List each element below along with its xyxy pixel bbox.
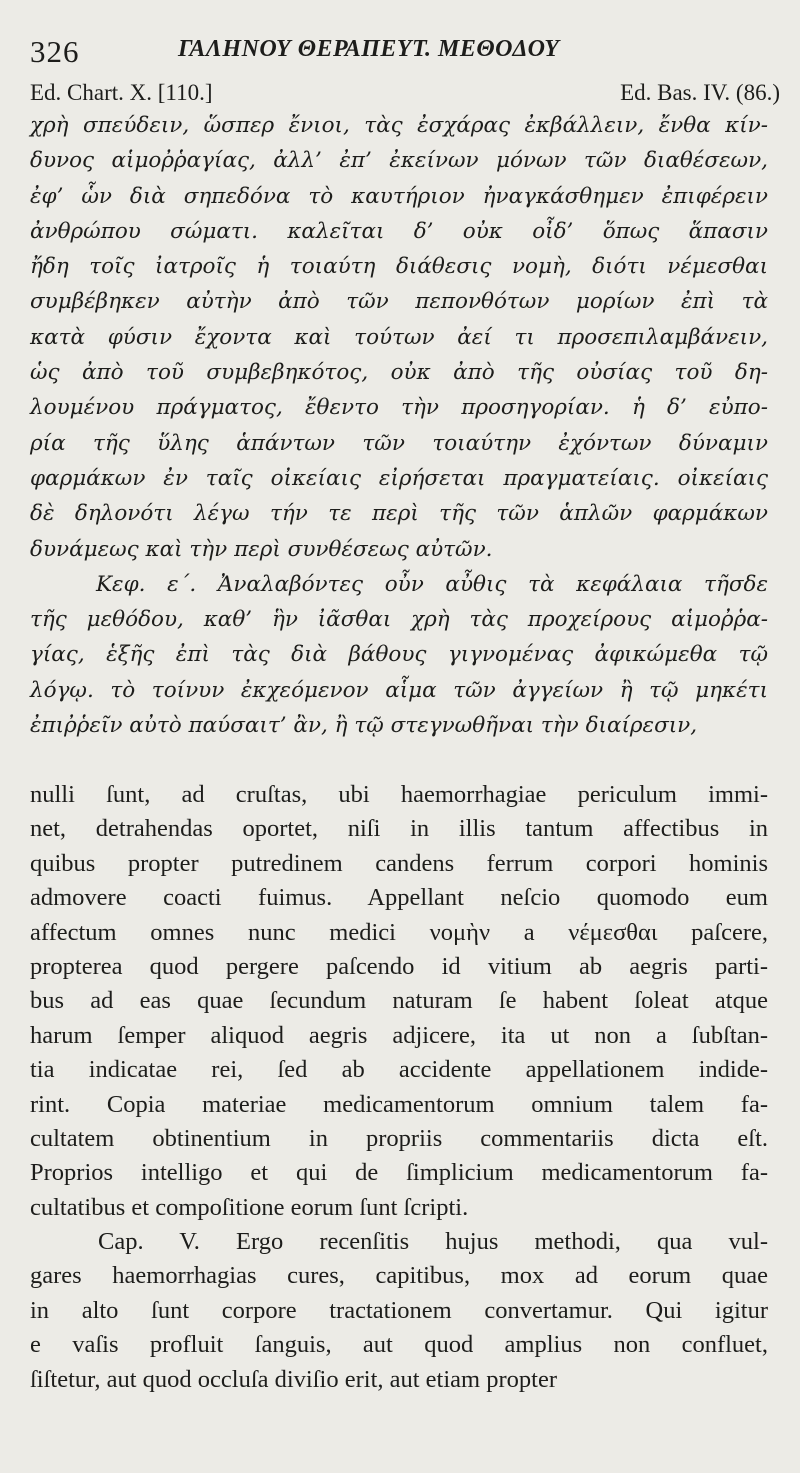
latin-text-line: in alto ſunt corpore tractationem convertamur. Qui igitur — [30, 1296, 768, 1324]
greek-text-line: ἤδη τοῖς ἰατροῖς ἡ τοιαύτη διάθεσις νομὴ, διότι νέμεσθαι — [30, 254, 768, 280]
latin-text-line: Cap. V. Ergo recenſitis hujus methodi, qua vul- — [98, 1228, 768, 1256]
greek-text-line: γίας, ἑξῆς ἐπὶ τὰς διὰ βάθους γιγνομένας ἀφικώμεθα τῷ — [30, 642, 768, 668]
greek-text-line: δὲ δηλονότι λέγω τήν τε περὶ τῆς τῶν ἁπλῶν φαρμάκων — [30, 501, 768, 527]
latin-text-line: cultatem obtinentium in propriis commentariis dicta eſt. — [30, 1124, 768, 1152]
latin-text-line: e vaſis profluit ſanguis, aut quod amplius non confluet, — [30, 1331, 768, 1359]
edition-references — [30, 80, 780, 110]
greek-text-line: ρία τῆς ὕλης ἁπάντων τῶν τοιαύτην ἐχόντων δύναμιν — [30, 430, 768, 456]
latin-text-block — [30, 778, 768, 1397]
running-title: ΓΑΛΗΝΟΥ ΘΕΡΑΠΕΥΤ. ΜΕΘΟΔΟΥ — [178, 36, 560, 62]
greek-text-line: ὡς ἀπὸ τοῦ συμβεβηκότος, οὐκ ἀπὸ τῆς οὐσίας τοῦ δη- — [30, 360, 768, 386]
latin-text-line: gares haemorrhagias cures, capitibus, mox ad eorum quae — [30, 1262, 768, 1290]
greek-text-line: ἀνθρώπου σώματι. καλεῖται δ’ οὐκ οἶδ’ ὅπως ἅπασιν — [30, 218, 768, 244]
page-header — [30, 34, 764, 74]
latin-text-line: nulli ſunt, ad cruſtas, ubi haemorrhagiae periculum immi- — [30, 781, 768, 808]
greek-text-line: φαρμάκων ἐν ταῖς οἰκείαις εἰρήσεται πραγματείαις. οἰκείαις — [30, 465, 768, 491]
greek-text-line: συμβέβηκεν αὐτὴν ἀπὸ τῶν πεπονθότων μορίων ἐπὶ τὰ — [30, 289, 768, 315]
latin-text-line: harum ſemper aliquod aegris adjicere, ita ut non a ſubſtan- — [30, 1021, 768, 1049]
greek-text-line: τῆς μεθόδου, καθ’ ἣν ἰᾶσθαι χρὴ τὰς προχείρους αἱμοῤῥα- — [30, 607, 768, 633]
greek-text-line: λόγῳ. τὸ τοίνυν ἐκχεόμενον αἷμα τῶν ἀγγείων ἢ τῷ μηκέτι — [30, 677, 768, 703]
latin-text-line: net, detrahendas oportet, niſi in illis tantum affectibus in — [30, 815, 768, 843]
edition-ref-chartier: Ed. Chart. X. [110.] — [30, 80, 213, 105]
greek-text-block — [30, 108, 768, 743]
latin-text-line: Proprios intelligo et qui de ſimplicium medicamentorum fa- — [30, 1159, 768, 1187]
greek-text-line: χρὴ σπεύδειν, ὥσπερ ἔνιοι, τὰς ἐσχάρας ἐκβάλλειν, ἔνθα κίν- — [30, 113, 768, 138]
latin-text-line: affectum omnes nunc medici νομὴν a νέμεσθαι paſcere, — [30, 918, 768, 946]
greek-text-line: ἐφ’ ὧν διὰ σηπεδόνα τὸ καυτήριον ἠναγκάσθημεν ἐπιφέρειν — [30, 183, 768, 209]
greek-text-line: Κεφ. ε΄. Ἀναλαβόντες οὖν αὖθις τὰ κεφάλαια τῆσδε — [96, 571, 768, 597]
latin-text-line: cultatibus et compoſitione eorum ſunt ſcripti. — [30, 1193, 469, 1221]
latin-text-line: quibus propter putredinem candens ferrum corpori hominis — [30, 849, 768, 877]
edition-ref-basel: Ed. Bas. IV. (86.) — [620, 80, 780, 105]
greek-text-line: λουμένου πράγματος, ἔθεντο τὴν προσηγορίαν. ἡ δ’ εὐπο- — [30, 395, 768, 421]
greek-text-line: δυνάμεως καὶ τὴν περὶ συνθέσεως αὐτῶν. — [30, 536, 493, 562]
greek-text-line: κατὰ φύσιν ἔχοντα καὶ τούτων ἀεί τι προσεπιλαμβάνειν, — [30, 324, 768, 350]
latin-text-line: tia indicatae rei, ſed ab accidente appellationem indide- — [30, 1056, 768, 1084]
latin-text-line: admovere coacti fuimus. Appellant neſcio quomodo eum — [30, 884, 768, 912]
page-number: 326 — [30, 34, 80, 69]
latin-text-line: bus ad eas quae ſecundum naturam ſe habent ſoleat atque — [30, 987, 768, 1015]
latin-text-line: propterea quod pergere paſcendo id vitium ab aegris parti- — [30, 952, 768, 980]
greek-text-line: ἐπιῤῥεῖν αὐτὸ παύσαιτ’ ἂν, ἢ τῷ στεγνωθῆναι τὴν διαίρεσιν, — [30, 713, 698, 739]
greek-text-line: δυνος αἱμοῤῥαγίας, ἀλλ’ ἐπ’ ἐκείνων μόνων τῶν διαθέσεων, — [30, 148, 768, 174]
latin-text-line: rint. Copia materiae medicamentorum omnium talem fa- — [30, 1090, 768, 1118]
latin-text-line: ſiſtetur, aut quod occluſa diviſio erit, aut etiam propter — [30, 1365, 557, 1393]
